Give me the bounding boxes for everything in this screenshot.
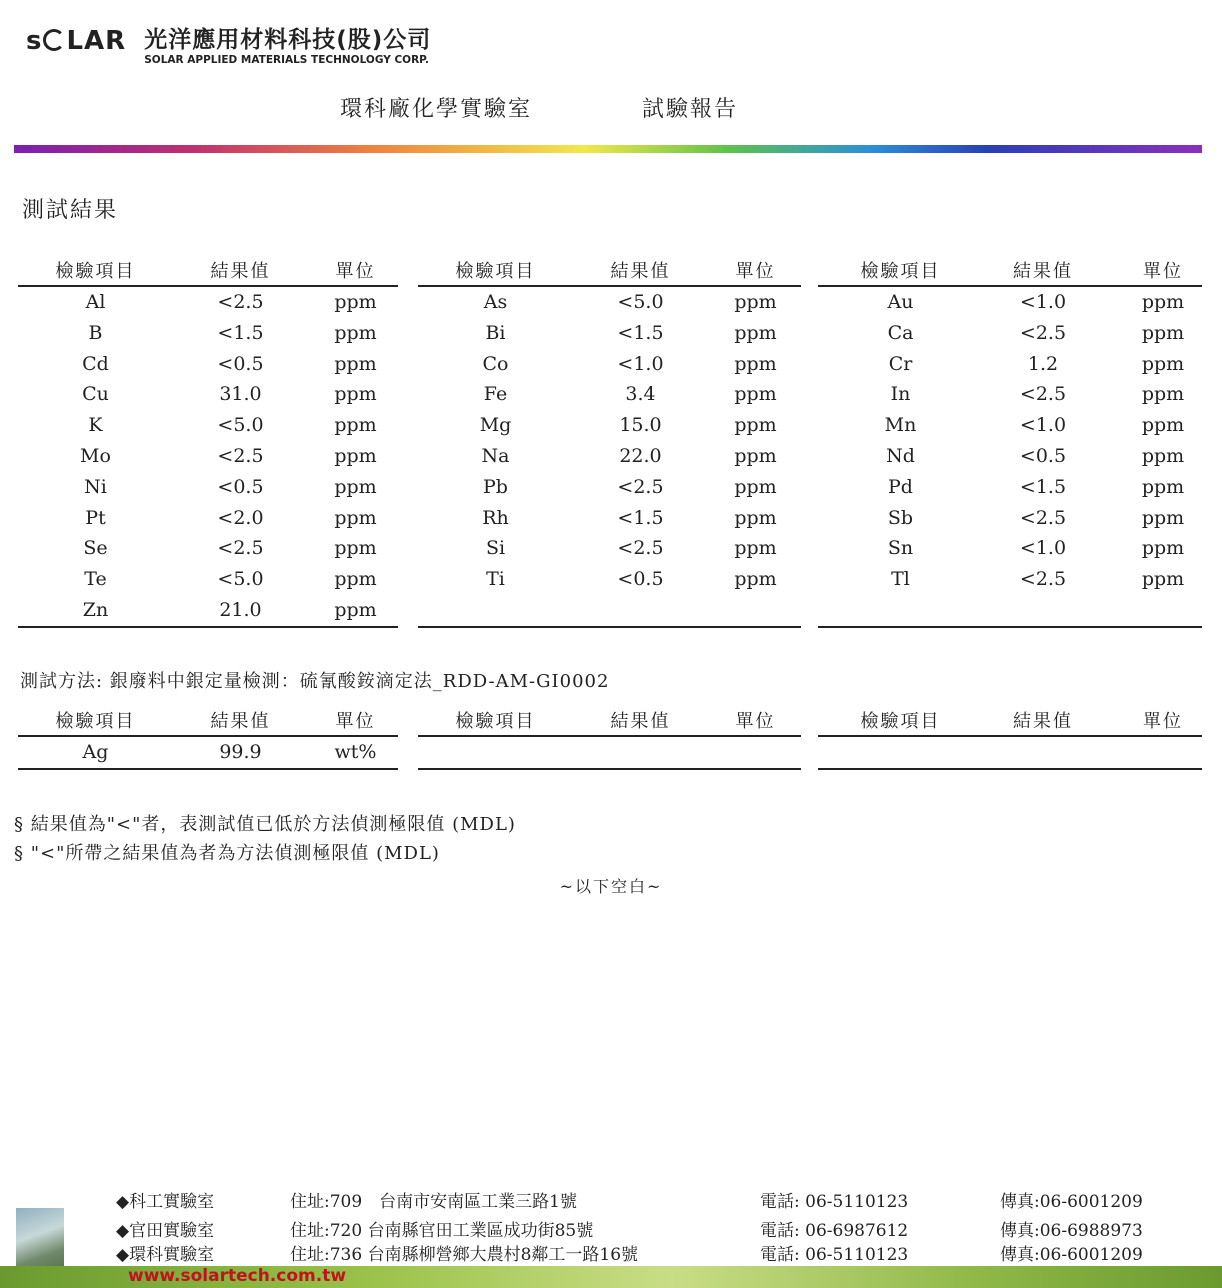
unit-cell: ppm [334, 568, 377, 591]
table-bottom-rule [18, 626, 398, 628]
unit-cell: ppm [1141, 506, 1185, 529]
table-header [418, 255, 801, 287]
unit-cell: ppm [734, 475, 777, 498]
result-cell: <2.5 [1019, 321, 1067, 344]
column-header-item: 檢驗項目 [55, 711, 136, 732]
table-row [818, 410, 1202, 441]
table-row [418, 410, 801, 441]
result-cell: 15.0 [619, 414, 662, 437]
element-cell: Al [85, 291, 106, 313]
column-header-unit: 單位 [735, 711, 776, 732]
results-table-left [18, 255, 398, 628]
table-row [418, 564, 801, 595]
column-header-result: 結果值 [210, 711, 271, 732]
company-name-block [144, 26, 431, 66]
table-row [418, 441, 801, 472]
result-cell: <2.5 [217, 444, 264, 467]
result-cell: <2.5 [1019, 383, 1067, 406]
table-row [818, 349, 1202, 380]
table-row [418, 318, 801, 349]
result-cell: <1.5 [617, 321, 664, 344]
element-cell: Au [887, 291, 914, 313]
column-header-item: 檢驗項目 [455, 261, 536, 282]
unit-cell: ppm [734, 352, 777, 375]
element-cell: Te [84, 568, 107, 591]
column-header-item: 檢驗項目 [55, 261, 136, 282]
unit-cell: ppm [734, 291, 777, 313]
element-cell: Tl [891, 568, 910, 591]
result-cell: <5.0 [217, 568, 264, 591]
unit-cell: ppm [1141, 383, 1185, 406]
result-cell: <2.5 [617, 537, 664, 560]
column-header-item: 檢驗項目 [860, 261, 941, 282]
element-cell: Pb [483, 475, 508, 498]
footer-lab-phone: 電話: 06-5110123 [760, 1245, 909, 1265]
section-title: 測試結果 [22, 198, 119, 223]
unit-cell: ppm [334, 444, 377, 467]
footer-lab-fax: 傳真:06-6988973 [1000, 1221, 1143, 1241]
unit-cell: ppm [334, 506, 377, 529]
footer-lab-phone: 電話: 06-6987612 [760, 1221, 909, 1241]
element-cell: Na [481, 444, 510, 467]
test-method-line: 測試方法: 銀廢料中銀定量檢測：硫氰酸銨滴定法_RDD-AM-GI0002 [20, 671, 610, 692]
result-cell: <5.0 [217, 414, 264, 437]
table-bottom-rule [18, 768, 398, 770]
table-row [18, 287, 398, 318]
header-rainbow-divider [14, 145, 1202, 153]
element-cell: Se [83, 537, 108, 560]
element-cell: Ti [486, 568, 505, 591]
table-header [18, 255, 398, 287]
table-bottom-rule [818, 626, 1202, 628]
result-cell: <0.5 [617, 568, 664, 591]
column-header-result: 結果值 [610, 261, 671, 282]
website-link[interactable]: www.solartech.com.tw [128, 1266, 347, 1286]
result-cell: <2.5 [617, 475, 664, 498]
column-header-unit: 單位 [1143, 711, 1183, 732]
element-cell: B [88, 321, 103, 344]
table-header [818, 255, 1202, 287]
unit-cell: ppm [334, 414, 377, 437]
table-row [18, 410, 398, 441]
element-cell: Cd [82, 352, 109, 375]
table-row [18, 472, 398, 503]
footer-lab-address: 住址:736 台南縣柳營鄉大農村8鄰工一路16號 [290, 1245, 639, 1265]
unit-cell: ppm [1141, 568, 1185, 591]
footer-lab-name: ◆官田實驗室 [116, 1221, 215, 1241]
table-row [418, 287, 801, 318]
element-cell: Nd [886, 444, 915, 467]
unit-cell: ppm [1141, 444, 1185, 467]
table-row [818, 595, 1202, 626]
note-1: § 結果值為"<"者，表測試值已低於方法偵測極限值 (MDL) [14, 814, 516, 835]
element-cell: Pd [888, 475, 913, 498]
footer-lab-name: ◆科工實驗室 [116, 1192, 215, 1212]
table-row [818, 503, 1202, 534]
result-cell: <1.5 [617, 506, 664, 529]
unit-cell: ppm [334, 291, 377, 313]
table-row [18, 737, 398, 768]
unit-cell: ppm [334, 383, 377, 406]
unit-cell: ppm [334, 475, 377, 498]
table-row [18, 441, 398, 472]
result-cell: <0.5 [217, 475, 264, 498]
unit-cell: ppm [1141, 321, 1185, 344]
method-table-left [18, 705, 398, 770]
column-header-unit: 單位 [735, 261, 776, 282]
result-cell: <2.5 [217, 291, 264, 313]
element-cell: Cu [82, 383, 109, 406]
element-cell: Pt [85, 506, 106, 529]
lab-title: 環科廠化學實驗室 [340, 97, 533, 122]
result-cell: 99.9 [219, 741, 262, 763]
method-table-middle [418, 705, 801, 770]
element-cell: K [88, 414, 103, 437]
unit-cell: ppm [1141, 352, 1185, 375]
table-row [818, 472, 1202, 503]
result-cell: 1.2 [1027, 352, 1059, 375]
result-cell: <1.0 [1019, 537, 1067, 560]
column-header-unit: 單位 [335, 711, 376, 732]
table-header [818, 705, 1202, 737]
unit-cell: ppm [734, 537, 777, 560]
table-row [818, 287, 1202, 318]
element-cell: Rh [482, 506, 509, 529]
column-header-unit: 單位 [335, 261, 376, 282]
result-cell: <5.0 [617, 291, 664, 313]
table-row [418, 533, 801, 564]
result-cell: <1.5 [1019, 475, 1067, 498]
element-cell: Sb [887, 506, 914, 529]
unit-cell: ppm [734, 568, 777, 591]
column-header-item: 檢驗項目 [455, 711, 536, 732]
result-cell: <0.5 [1019, 444, 1067, 467]
unit-cell: ppm [334, 352, 377, 375]
element-cell: Si [485, 537, 506, 560]
element-cell: Fe [483, 383, 508, 406]
column-header-result: 結果值 [1013, 711, 1073, 732]
element-cell: Ni [84, 475, 107, 498]
table-row [818, 379, 1202, 410]
table-row [818, 564, 1202, 595]
table-row [418, 503, 801, 534]
table-row [818, 533, 1202, 564]
table-row [818, 737, 1202, 768]
result-cell: 21.0 [219, 598, 262, 621]
element-cell: Mo [80, 444, 111, 467]
unit-cell: ppm [734, 444, 777, 467]
table-row [418, 472, 801, 503]
table-row [18, 318, 398, 349]
element-cell: Mg [479, 414, 512, 437]
company-name-zh: 光洋應用材料科技(股)公司 [144, 27, 432, 53]
result-cell: <2.5 [217, 537, 264, 560]
company-logo [26, 26, 431, 66]
footer-lab-name: ◆環科實驗室 [116, 1245, 215, 1265]
unit-cell: ppm [734, 414, 777, 437]
table-row [418, 379, 801, 410]
table-row [18, 595, 398, 626]
result-cell: <2.5 [1019, 506, 1067, 529]
column-header-item: 檢驗項目 [860, 711, 941, 732]
result-cell: 3.4 [625, 383, 656, 406]
result-cell: <1.0 [1019, 414, 1067, 437]
result-cell: <1.0 [617, 352, 664, 375]
element-cell: Ca [887, 321, 914, 344]
element-cell: Co [482, 352, 509, 375]
table-bottom-rule [418, 768, 801, 770]
footer-lab-fax: 傳真:06-6001209 [1000, 1245, 1143, 1265]
table-header [418, 705, 801, 737]
unit-cell: ppm [734, 321, 777, 344]
unit-cell: ppm [734, 383, 777, 406]
footer-lab-address: 住址:720 台南縣官田工業區成功街85號 [290, 1221, 594, 1241]
result-cell: <2.5 [1019, 568, 1067, 591]
result-cell: 22.0 [619, 444, 662, 467]
element-cell: As [483, 291, 508, 313]
column-header-result: 結果值 [210, 261, 271, 282]
table-header [18, 705, 398, 737]
element-cell: Sn [887, 537, 914, 560]
table-row [18, 503, 398, 534]
table-row [18, 533, 398, 564]
result-cell: <1.5 [217, 321, 264, 344]
table-row [418, 595, 801, 626]
unit-cell: ppm [334, 598, 377, 621]
result-cell: 31.0 [219, 383, 262, 406]
result-cell: <0.5 [217, 352, 264, 375]
logo-mark: s LAR [26, 26, 127, 56]
table-row [418, 349, 801, 380]
unit-cell: wt% [334, 741, 377, 763]
result-cell: <1.0 [1019, 291, 1067, 313]
element-cell: In [890, 383, 911, 406]
method-table-right [818, 705, 1202, 770]
footer-lab-address: 住址:709 台南市安南區工業三路1號 [290, 1192, 577, 1212]
blank-marker: ~以下空白~ [559, 877, 663, 896]
footer-lab-phone: 電話: 06-5110123 [760, 1192, 909, 1212]
unit-cell: ppm [1141, 475, 1185, 498]
unit-cell: ppm [734, 506, 777, 529]
company-name-en: SOLAR APPLIED MATERIALS TECHNOLOGY CORP. [144, 54, 429, 66]
table-row [418, 737, 801, 768]
result-cell: <2.0 [217, 506, 264, 529]
report-title: 試驗報告 [642, 97, 739, 122]
table-row [18, 379, 398, 410]
unit-cell: ppm [334, 537, 377, 560]
column-header-unit: 單位 [1143, 261, 1183, 282]
unit-cell: ppm [1141, 537, 1185, 560]
table-row [818, 441, 1202, 472]
table-row [818, 318, 1202, 349]
table-bottom-rule [418, 626, 801, 628]
results-table-right [818, 255, 1202, 628]
column-header-result: 結果值 [610, 711, 671, 732]
element-cell: Zn [82, 598, 109, 621]
note-2: § "<"所帶之結果值為者為方法偵測極限值 (MDL) [14, 843, 440, 864]
table-bottom-rule [818, 768, 1202, 770]
element-cell: Mn [884, 414, 917, 437]
element-cell: Ag [82, 741, 109, 763]
footer-lab-fax: 傳真:06-6001209 [1000, 1192, 1143, 1212]
table-row [18, 564, 398, 595]
unit-cell: ppm [1141, 414, 1185, 437]
element-cell: Bi [485, 321, 506, 344]
unit-cell: ppm [1141, 291, 1185, 313]
element-cell: Cr [888, 352, 913, 375]
table-row [18, 349, 398, 380]
results-table-middle [418, 255, 801, 628]
unit-cell: ppm [334, 321, 377, 344]
column-header-result: 結果值 [1013, 261, 1073, 282]
